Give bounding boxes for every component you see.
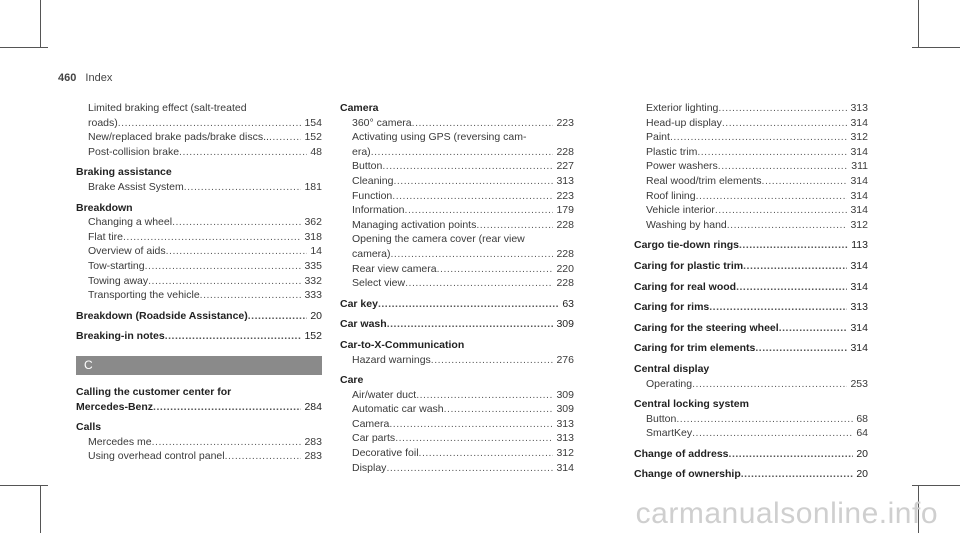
index-entry: Plastic trim ..... 314 bbox=[634, 145, 868, 160]
index-heading: Car-to-X-Communication bbox=[340, 338, 465, 351]
page-number: 460 bbox=[58, 72, 77, 84]
index-column-2 bbox=[340, 101, 574, 475]
index-heading-entry: Caring for rims ..... 313 bbox=[634, 300, 868, 315]
index-entry: Power washers ..... 311 bbox=[634, 159, 868, 174]
index-entry: Button ..... 227 bbox=[340, 159, 574, 174]
index-entry: Car parts ..... 313 bbox=[340, 431, 574, 446]
index-entry: Flat tire ..... 318 bbox=[88, 230, 322, 245]
index-entry: Head-up display ..... 314 bbox=[634, 116, 868, 131]
crop-mark bbox=[0, 485, 48, 486]
index-entry: Paint ..... 312 bbox=[634, 130, 868, 145]
index-heading-entry: Caring for trim elements ..... 314 bbox=[634, 341, 868, 356]
index-heading: Breakdown bbox=[76, 201, 133, 214]
index-entry: New/replaced brake pads/brake discs.. ..... 152 bbox=[88, 130, 322, 145]
index-heading-entry: Mercedes-Benz ..... 284 bbox=[76, 400, 322, 415]
crop-mark bbox=[0, 47, 48, 48]
index-entry: Hazard warnings ..... 276 bbox=[340, 353, 574, 368]
index-column-3 bbox=[634, 101, 868, 482]
index-entry: Exterior lighting ..... 313 bbox=[634, 101, 868, 116]
index-entry: Function ..... 223 bbox=[340, 189, 574, 204]
index-entry: Changing a wheel ..... 362 bbox=[88, 215, 322, 230]
index-entry: Rear view camera ..... 220 bbox=[340, 262, 574, 277]
crop-mark bbox=[40, 485, 41, 533]
index-entry: Display ..... 314 bbox=[340, 461, 574, 476]
index-entry: Decorative foil ..... 312 bbox=[340, 446, 574, 461]
index-entry: Information ..... 179 bbox=[340, 203, 574, 218]
crop-mark bbox=[40, 0, 41, 48]
index-entry: SmartKey ..... 64 bbox=[634, 426, 868, 441]
index-entry: Towing away ..... 332 bbox=[88, 274, 322, 289]
index-heading-entry: Caring for the steering wheel ..... 314 bbox=[634, 321, 868, 336]
crop-mark bbox=[912, 485, 960, 486]
crop-mark bbox=[918, 0, 919, 48]
index-entry: Post-collision brake ..... 48 bbox=[88, 145, 322, 160]
index-heading: Camera bbox=[340, 102, 379, 114]
index-column-1 bbox=[76, 101, 322, 464]
index-heading: Central display bbox=[634, 362, 710, 375]
index-entry: Using overhead control panel ..... 283 bbox=[88, 449, 322, 464]
index-heading-entry: Car wash ..... 309 bbox=[340, 317, 574, 332]
index-entry: Cleaning ..... 313 bbox=[340, 174, 574, 189]
index-entry: Real wood/trim elements ..... 314 bbox=[634, 174, 868, 189]
index-heading-entry: Change of address ..... 20 bbox=[634, 447, 868, 462]
section-title: Index bbox=[85, 72, 113, 84]
index-heading-entry: Caring for plastic trim ..... 314 bbox=[634, 259, 868, 274]
index-heading: Braking assistance bbox=[76, 166, 172, 179]
index-entry: roads) ..... 154 bbox=[88, 116, 322, 131]
watermark: carmanualsonline.info bbox=[635, 497, 938, 530]
index-heading: Central locking system bbox=[634, 398, 749, 411]
entry-continuation: Limited braking effect (salt-treated bbox=[88, 102, 247, 114]
index-entry: Camera ..... 313 bbox=[340, 417, 574, 432]
index-entry: 360° camera ..... 223 bbox=[340, 116, 574, 131]
index-heading: Care bbox=[340, 374, 364, 387]
crop-mark bbox=[912, 47, 960, 48]
index-entry: Washing by hand ..... 312 bbox=[634, 218, 868, 233]
index-heading-entry: Change of ownership ..... 20 bbox=[634, 467, 868, 482]
index-entry: Managing activation points ..... 228 bbox=[340, 218, 574, 233]
index-entry: Vehicle interior ..... 314 bbox=[634, 203, 868, 218]
index-heading-entry: Car key ..... 63 bbox=[340, 297, 574, 312]
index-heading: Calling the customer center for bbox=[76, 385, 232, 398]
letter-section-bar: C bbox=[76, 356, 322, 375]
index-heading-entry: Breaking-in notes ..... 152 bbox=[76, 329, 322, 344]
index-entry: Roof lining ..... 314 bbox=[634, 189, 868, 204]
index-entry: Overview of aids ..... 14 bbox=[88, 244, 322, 259]
index-entry: Mercedes me ..... 283 bbox=[88, 435, 322, 450]
index-entry: Brake Assist System ..... 181 bbox=[88, 180, 322, 195]
index-entry: Operating ..... 253 bbox=[634, 377, 868, 392]
index-entry: era) ..... 228 bbox=[340, 145, 574, 160]
index-entry: Transporting the vehicle ..... 333 bbox=[88, 288, 322, 303]
index-entry: camera) ..... 228 bbox=[340, 247, 574, 262]
index-entry: Button ..... 68 bbox=[634, 412, 868, 427]
page-header bbox=[58, 72, 112, 84]
index-heading: Calls bbox=[76, 421, 102, 434]
entry-continuation: Activating using GPS (reversing cam- bbox=[352, 131, 527, 144]
index-heading-entry: Caring for real wood ..... 314 bbox=[634, 280, 868, 295]
index-entry: Air/water duct ..... 309 bbox=[340, 388, 574, 403]
entry-continuation: Opening the camera cover (rear view bbox=[352, 233, 525, 246]
index-entry: Automatic car wash ..... 309 bbox=[340, 402, 574, 417]
index-heading-entry: Breakdown (Roadside Assistance) ..... 20 bbox=[76, 309, 322, 324]
index-entry: Tow-starting ..... 335 bbox=[88, 259, 322, 274]
index-heading-entry: Cargo tie-down rings ..... 113 bbox=[634, 238, 868, 253]
index-entry: Select view ..... 228 bbox=[340, 276, 574, 291]
